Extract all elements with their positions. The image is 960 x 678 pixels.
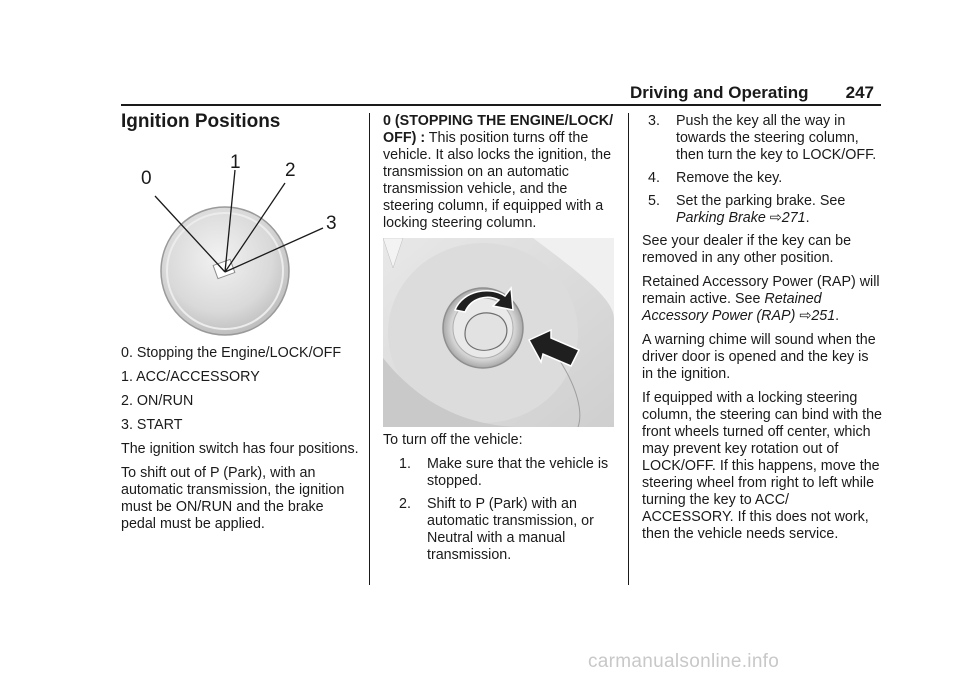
- paragraph: To shift out of P (Park), with an automatic transmission, the ignition must be ON/RUN and the brake pedal must be applied.: [121, 465, 345, 532]
- step-text-end: .: [805, 210, 810, 226]
- step-text: [648, 193, 882, 227]
- page-ref-number[interactable]: 251: [811, 308, 836, 324]
- section-title: Driving and Operating: [630, 83, 809, 102]
- paragraph-text-end: .: [835, 308, 840, 324]
- position-label-2: 2: [285, 160, 296, 181]
- steps-list-continued: [642, 113, 882, 227]
- position-label-3: 3: [326, 213, 337, 234]
- header-rule: [121, 104, 881, 106]
- column-3-text: [642, 113, 882, 550]
- column-divider-1: [369, 113, 370, 585]
- steps-list: [383, 456, 618, 564]
- step-number: 2.: [399, 496, 411, 512]
- key-head: [465, 313, 507, 350]
- column-divider-2: [628, 113, 629, 585]
- term-description: This position turns off the vehicle. It also locks the ignition, the transmission on an automatic transmission vehicle, and the steering column, if equipped with a locking steering column.: [383, 130, 612, 231]
- column-2-steps: [383, 432, 618, 570]
- page-ref-number[interactable]: 271: [781, 210, 806, 226]
- page-number: 247: [845, 83, 874, 102]
- ignition-key-photo: [383, 238, 614, 427]
- watermark: carmanualsonline.info: [588, 651, 780, 672]
- legend-item: 3. START: [121, 417, 183, 433]
- paragraph-text: Retained Accessory Power (RAP) will remain active. See: [642, 274, 880, 307]
- list-item: [648, 193, 882, 227]
- legend-item: 2. ON/RUN: [121, 393, 194, 409]
- position-label-1: 1: [230, 152, 241, 173]
- column-1-text: [121, 345, 361, 540]
- section-heading: Ignition Positions: [121, 111, 281, 132]
- ignition-positions-diagram: [125, 148, 355, 338]
- list-item: [399, 496, 618, 564]
- paragraph-lead: To turn off the vehicle:: [383, 432, 523, 448]
- step-text: Push the key all the way in towards the steering column, then turn the key to LOCK/OFF.: [676, 113, 877, 163]
- list-item: [648, 113, 882, 164]
- paragraph: The ignition switch has four positions.: [121, 441, 359, 457]
- list-item: [399, 456, 618, 490]
- step-number: 3.: [648, 113, 660, 129]
- step-number: 4.: [648, 170, 660, 186]
- step-text-main: Set the parking brake. See: [676, 193, 846, 209]
- legend-item: 0. Stopping the Engine/LOCK/OFF: [121, 345, 342, 361]
- paragraph: See your dealer if the key can be removed in any other position.: [642, 233, 852, 266]
- position-label-0: 0: [141, 168, 152, 189]
- column-2-text: [383, 113, 618, 239]
- step-text: Remove the key.: [676, 170, 783, 186]
- step-text: Shift to P (Park) with an automatic transmission, or Neutral with a manual transmission.: [427, 496, 594, 563]
- step-number: 5.: [648, 193, 660, 209]
- page-ref-arrow-icon: ⇨: [769, 210, 782, 226]
- term-heading: 0 (STOPPING THE ENGINE/LOCK/ OFF) :: [383, 113, 614, 146]
- paragraph: A warning chime will sound when the driver door is opened and the key is in the ignition.: [642, 332, 876, 382]
- paragraph-stop-engine: [383, 113, 618, 232]
- link-parking-brake[interactable]: Parking Brake: [676, 210, 766, 226]
- paragraph-rap: [642, 274, 882, 325]
- step-text: Make sure that the vehicle is stopped.: [427, 456, 609, 489]
- link-retained-accessory-power[interactable]: Retained Accessory Power (RAP): [642, 291, 822, 324]
- paragraph: If equipped with a locking steering column, the steering can bind with the front wheels turned off center, which may prevent key rotation out of LOCK/OFF. If this happens, move the steering wheel from right to left while turning the key to ACC/ ACCESSORY. If this does not work, then the vehicle needs service.: [642, 390, 883, 542]
- legend-item: 1. ACC/ACCESSORY: [121, 369, 260, 385]
- step-number: 1.: [399, 456, 411, 472]
- list-item: [648, 170, 882, 187]
- page-ref-arrow-icon: ⇨: [799, 308, 812, 324]
